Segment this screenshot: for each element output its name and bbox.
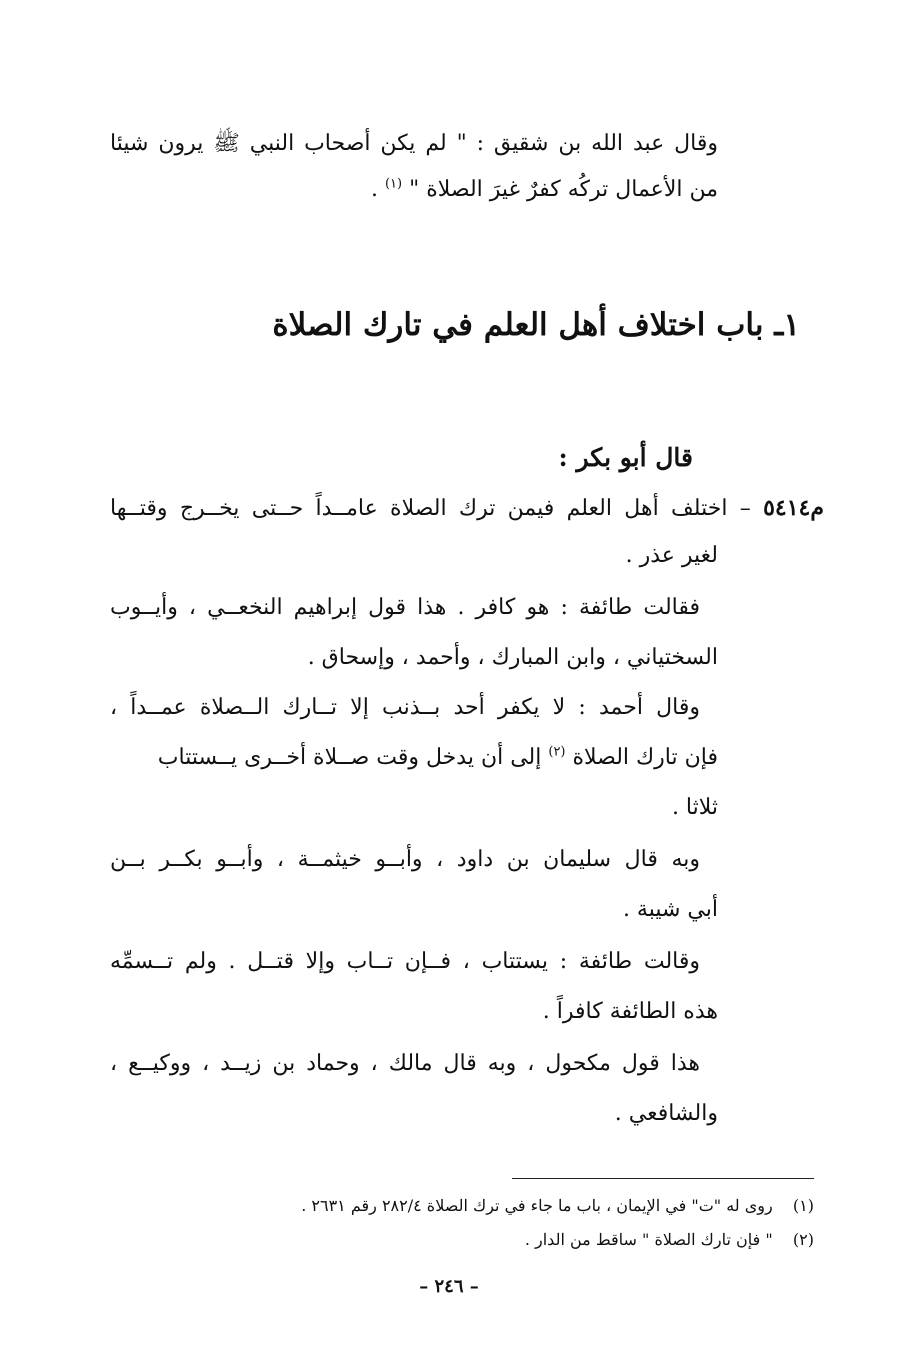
page-number: – ٢٤٦ – [419, 1276, 479, 1297]
footnote-ref-2[interactable]: (٢) [548, 744, 566, 760]
para-2-line-1: وقال أحمد : لا يكفر أحد بــذنب إلا تــارك الــصلاة عمــداً ، [110, 695, 700, 720]
footnote-2 [525, 1226, 814, 1254]
para-5-line-2: والشافعي . [614, 1101, 718, 1126]
footnote-1-text: روى له "ت" في الإيمان ، باب ما جاء في ترك الصلاة ٢٨٢/٤ رقم ٢٦٣١ . [301, 1196, 773, 1215]
intro-line-2 [371, 172, 718, 208]
intro-line-2-text: من الأعمال تركُه كفرٌ غيرَ الصلاة " [409, 177, 718, 202]
footnote-2-text: " فإن تارك الصلاة " ساقط من الدار . [524, 1230, 773, 1249]
para-4-line-1: وقالت طائفة : يستتاب ، فــإن تــاب وإلا قتــل . ولم تــسمِّه [110, 949, 700, 974]
entry-line-1-text: – اختلف أهل العلم فيمن ترك الصلاة عامــداً حــتى يخــرج وقتــها [110, 496, 764, 521]
para-2-line-2 [110, 740, 718, 776]
section-subheading: قال أبو بكر : [558, 443, 693, 472]
para-1-line-2: السختياني ، وابن المبارك ، وأحمد ، وإسحاق . [307, 645, 718, 670]
entry-line-2: لغير عذر . [625, 543, 718, 568]
para-1-line-1: فقالت طائفة : هو كافر . هذا قول إبراهيم النخعــي ، وأيــوب [110, 595, 700, 620]
para-4-line-2: هذه الطائفة كافراً . [542, 999, 718, 1024]
para-3-line-1: وبه قال سليمان بن داود ، وأبــو خيثمــة ، وأبــو بكــر بــن [110, 847, 700, 872]
para-5-line-1: هذا قول مكحول ، وبه قال مالك ، وحماد بن زيــد ، ووكيــع ، [110, 1051, 700, 1076]
para-3-line-2: أبي شيبة . [622, 897, 718, 922]
intro-line-2-end: . [370, 177, 385, 202]
intro-line-1 [110, 126, 718, 162]
footnote-2-number: (٢) [792, 1230, 814, 1249]
entry-line-1 [110, 490, 824, 527]
para-2-line-3: ثلاثا . [671, 795, 718, 820]
footnote-1 [301, 1192, 814, 1220]
para-2-line-2b: إلى أن يدخل وقت صــلاة أخــرى يــستتاب [157, 745, 549, 770]
intro-line-1-text: وقال عبد الله بن شقيق : " لم يكن أصحاب النبي ﷺ يرون شيئا [110, 131, 718, 156]
chapter-heading: ١ـ باب اختلاف أهل العلم في تارك الصلاة [272, 307, 800, 343]
footnote-ref-1[interactable]: (١) [384, 176, 403, 192]
footnote-1-number: (١) [792, 1196, 814, 1215]
entry-number: م٥٤١٤ [763, 495, 824, 521]
footnote-separator [512, 1178, 814, 1179]
para-2-line-2a: فإن تارك الصلاة [572, 745, 718, 770]
